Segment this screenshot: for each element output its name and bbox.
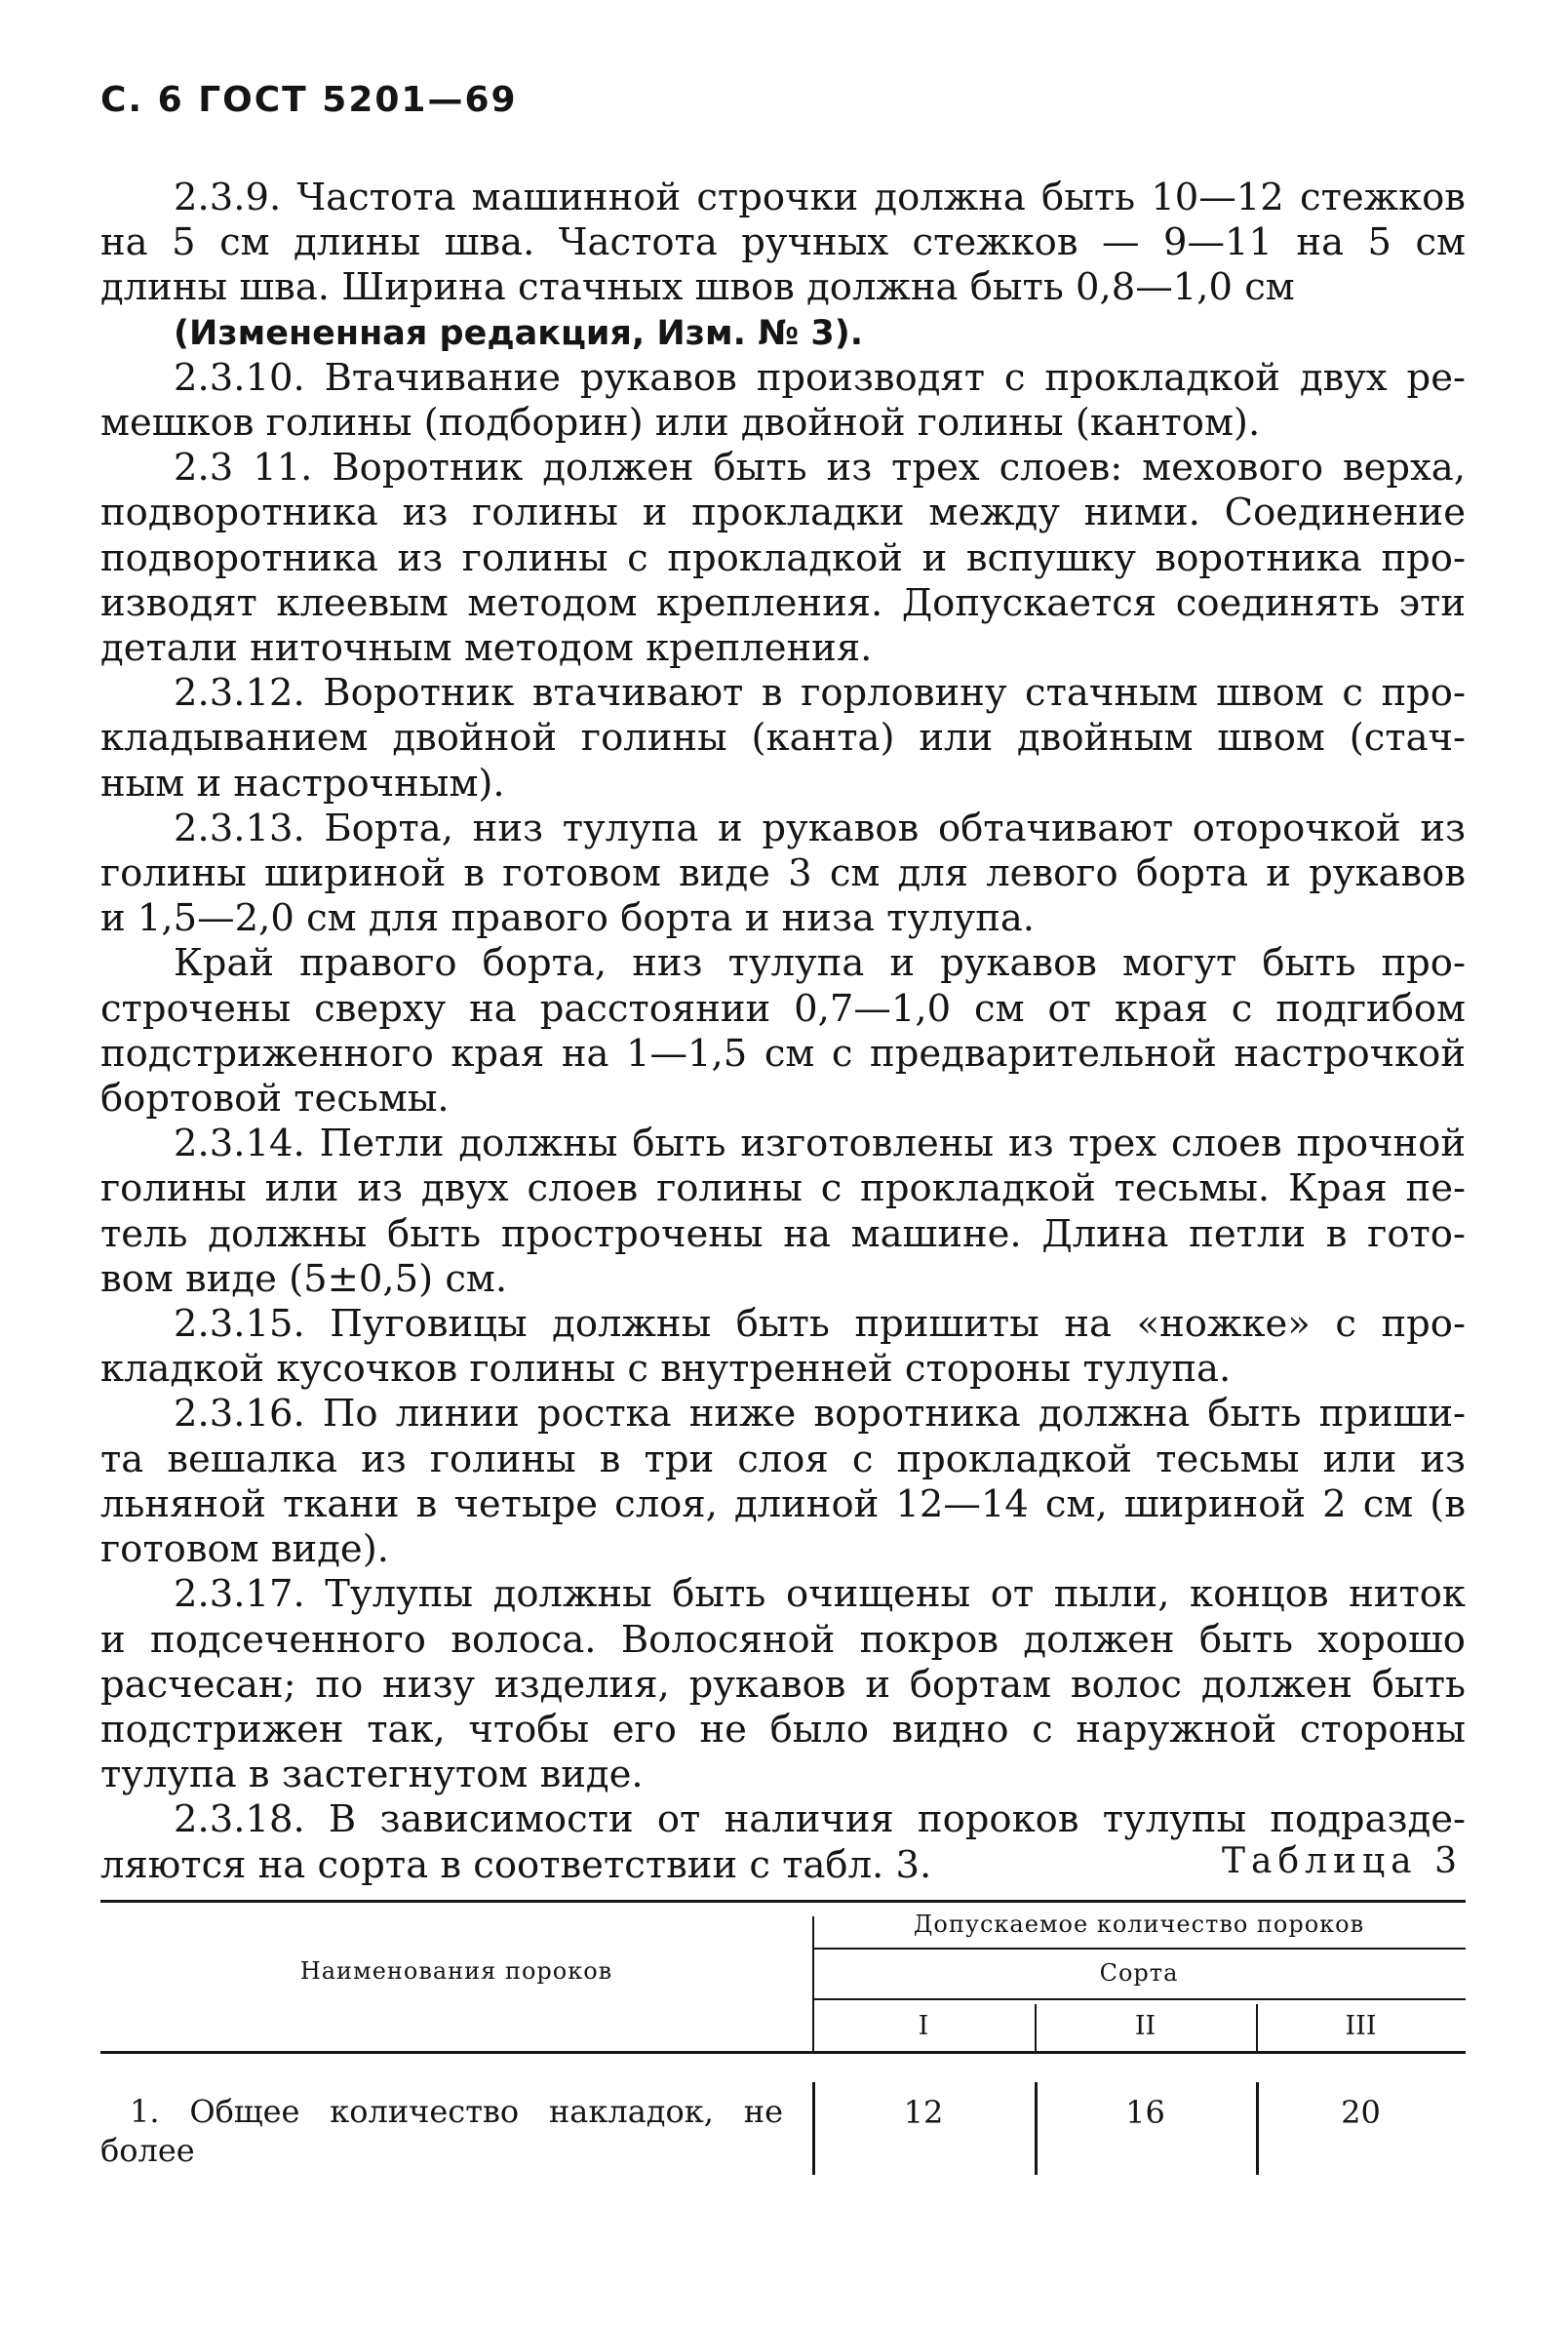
- body-line: готовом виде).: [100, 1527, 389, 1572]
- table-caption: Таблица 3: [1222, 1841, 1463, 1881]
- body-line: голины или из двух слоев голины с прокладкой тесьмы. Края пе-: [100, 1166, 1466, 1211]
- defects-table: [100, 1897, 1466, 2189]
- body-line: тель должны быть прострочены на машине. Длина петли в гото-: [100, 1211, 1466, 1256]
- body-line: 2.3.13. Борта, низ тулупа и рукавов обтачивают оторочкой из: [174, 806, 1466, 850]
- body-line: 2.3.14. Петли должны быть изготовлены из трех слоев прочной: [174, 1122, 1466, 1166]
- body-line: бортовой тесьмы.: [100, 1077, 450, 1122]
- body-line: льняной ткани в четыре слоя, длиной 12—14 см, шириной 2 см (в: [100, 1481, 1466, 1526]
- body-line: 2.3.15. Пуговицы должны быть пришиты на «ножке» с про-: [174, 1302, 1466, 1347]
- group-header-rule: [812, 1948, 1466, 1950]
- defect-name-line2: более: [100, 2132, 195, 2169]
- body-line: и подсеченного волоса. Волосяной покров должен быть хорошо: [100, 1617, 1466, 1662]
- body-line: подстриженного края на 1—1,5 см с предварительной настрочкой: [100, 1031, 1466, 1076]
- body-line: строчены сверху на расстоянии 0,7—1,0 см от края с подгибом: [100, 986, 1466, 1031]
- body-line: голины шириной в готовом виде 3 см для левого борта и рукавов: [100, 851, 1466, 896]
- grade-i-value: 12: [903, 2094, 944, 2131]
- grade-ii-value: 16: [1125, 2094, 1165, 2131]
- defect-name-header: Наименования пороков: [299, 1957, 613, 1985]
- body-line: ным и настрочным).: [100, 761, 505, 806]
- body-line: подстрижен так, чтобы его не было видно с наружной стороны: [100, 1707, 1466, 1752]
- page-header: С. 6 ГОСТ 5201—69: [100, 80, 518, 120]
- defect-name-cell: [100, 2092, 783, 2170]
- body-line: изводят клеевым методом крепления. Допускается соединять эти: [100, 580, 1466, 625]
- body-line: кладкой кусочков голины с внутренней стороны тулупа.: [100, 1347, 1232, 1392]
- grades-header-rule: [812, 1998, 1466, 2000]
- body-line: 2.3.16. По линии ростка ниже воротника должна быть приши-: [174, 1392, 1466, 1437]
- defect-name-line1: 1. Общее количество накладок, не: [130, 2093, 783, 2130]
- body-line: ляются на сорта в соответствии с табл. 3.: [100, 1842, 932, 1887]
- body-line: 2.3.10. Втачивание рукавов производят с прокладкой двух ре-: [174, 355, 1466, 400]
- body-line: детали ниточным методом крепления.: [100, 626, 873, 671]
- body-line: 2.3 11. Воротник должен быть из трех слоев: мехового верха,: [174, 446, 1466, 491]
- body-line: 2.3.18. В зависимости от наличия пороков тулупы подразде-: [174, 1797, 1466, 1842]
- body-line: 2.3.17. Тулупы должны быть очищены от пыли, концов ниток: [174, 1572, 1466, 1617]
- body-line: мешков голины (подборин) или двойной голины (кантом).: [100, 401, 1261, 446]
- body-line: подворотника из голины с прокладкой и вспушку воротника про-: [100, 535, 1466, 580]
- body-line: длины шва. Ширина стачных швов должна быть 0,8—1,0 см: [100, 265, 1295, 310]
- table-top-rule: [100, 1900, 1466, 1903]
- body-line: (Измененная редакция, Изм. № 3).: [174, 313, 864, 353]
- document-body: [100, 176, 1466, 1888]
- body-line: кладыванием двойной голины (канта) или двойным швом (стач-: [100, 716, 1466, 761]
- body-line: та вешалка из голины в три слоя с прокладкой тесьмы или из: [100, 1437, 1466, 1481]
- grade-iii-value: 20: [1341, 2094, 1381, 2131]
- grades-header: Сорта: [1099, 1959, 1179, 1987]
- body-line: на 5 см длины шва. Частота ручных стежков — 9—11 на 5 см: [100, 220, 1466, 265]
- grade-i-header: I: [918, 2011, 929, 2041]
- body-line: расчесан; по низу изделия, рукавов и бортам волос должен быть: [100, 1662, 1466, 1707]
- body-line: 2.3.12. Воротник втачивают в горловину стачным швом с про-: [174, 671, 1466, 716]
- body-line: Край правого борта, низ тулупа и рукавов могут быть про-: [174, 941, 1466, 986]
- header-bottom-rule: [100, 2051, 1466, 2054]
- allowed-count-header: Допускаемое количество пороков: [913, 1911, 1365, 1938]
- body-line: 2.3.9. Частота машинной строчки должна быть 10—12 стежков: [174, 176, 1466, 219]
- grade-ii-header: II: [1134, 2011, 1156, 2041]
- body-line: и 1,5—2,0 см для правого борта и низа тулупа.: [100, 896, 1036, 941]
- body-line: подворотника из голины и прокладки между ними. Соединение: [100, 491, 1466, 535]
- grade-iii-header: III: [1345, 2011, 1377, 2041]
- body-line: тулупа в застегнутом виде.: [100, 1753, 644, 1797]
- body-line: вом виде (5±0,5) см.: [100, 1256, 508, 1301]
